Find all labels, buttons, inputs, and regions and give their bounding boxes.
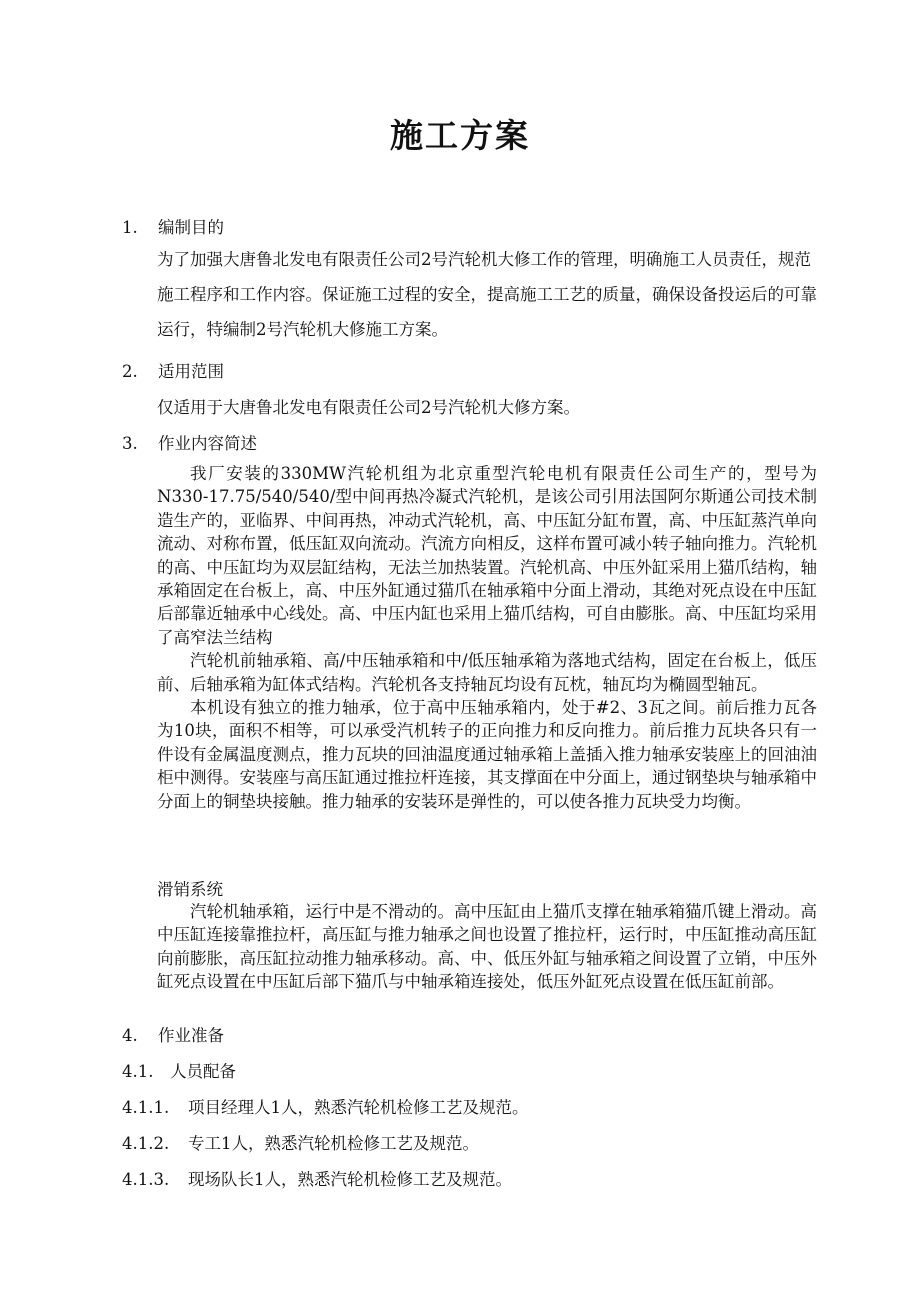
prep-item xyxy=(122,1094,529,1118)
section-number: 3. xyxy=(122,434,138,453)
item-text: 现场队长1人，熟悉汽轮机检修工艺及规范。 xyxy=(188,1170,512,1189)
item-number: 4.1.2. xyxy=(122,1134,170,1153)
content-paragraph: 汽轮机前轴承箱、高/中压轴承箱和中/低压轴承箱为落地式结构，固定在台板上，低压前、后轴承箱为缸体式结构。汽轮机各支持轴瓦均设有瓦枕，轴瓦均为椭圆型轴瓦。 xyxy=(157,651,817,694)
section-title: 编制目的 xyxy=(158,218,224,237)
section-title: 作业准备 xyxy=(158,1026,224,1045)
section-number: 4. xyxy=(122,1026,138,1045)
section-title: 作业内容简述 xyxy=(158,434,257,453)
prep-item xyxy=(122,1130,479,1154)
item-text: 人员配备 xyxy=(170,1062,236,1081)
section-heading xyxy=(122,1022,224,1046)
sliding-system-title: 滑销系统 xyxy=(157,880,223,899)
section-number: 2. xyxy=(122,362,138,381)
section-number: 1. xyxy=(122,218,138,237)
content-paragraph: 汽轮机轴承箱，运行中是不滑动的。高中压缸由上猫爪支撑在轴承箱猫爪键上滑动。高中压缸连接靠推拉杆，高压缸与推力轴承之间也设置了推拉杆，运行时，中压缸推动高压缸向前膨胀，高压缸拉动推力轴承移动。高、中、低压外缸与轴承箱之间设置了立销，中压外缸死点设置在中压缸后部下猫爪与中轴承箱连接处，低压外缸死点设置在低压缸前部。 xyxy=(157,902,817,992)
item-text: 项目经理人1人，熟悉汽轮机检修工艺及规范。 xyxy=(188,1098,529,1117)
content-paragraph: 我厂安装的330MW汽轮机组为北京重型汽轮电机有限责任公司生产的，型号为N330-17.75/540/540/型中间再热冷凝式汽轮机，是该公司引用法国阿尔斯通公司技术制造生产的，亚临界、中间再热，冲动式汽轮机，高、中压缸分缸布置，高、中压缸蒸汽单向流动、对称布置，低压缸双向流动。汽流方向相反，这样布置可减小转子轴向推力。汽轮机的高、中压缸均为双层缸结构，无法兰加热装置。汽轮机高、中压外缸采用上猫爪结构，轴承箱固定在台板上，高、中压外缸通过猫爪在轴承箱中分面上滑动，其绝对死点设在中压缸后部靠近轴承中心线处。高、中压内缸也采用上猫爪结构，可自由膨胀。高、中压缸均采用了高窄法兰结构 xyxy=(157,464,817,647)
prep-item xyxy=(122,1058,236,1082)
scope-paragraph: 仅适用于大唐鲁北发电有限责任公司2号汽轮机大修方案。 xyxy=(157,398,580,417)
content-paragraph: 本机设有独立的推力轴承，位于高中压轴承箱内，处于#2、3瓦之间。前后推力瓦各为10块，面积不相等，可以承受汽机转子的正向推力和反向推力。前后推力瓦块各只有一件设有金属温度测点，推力瓦块的回油温度通过轴承箱上盖插入推力轴承安装座上的回油油柜中测得。安装座与高压缸通过推拉杆连接，其支撑面在中分面上，通过钢垫块与轴承箱中分面上的铜垫块接触。推力轴承的安装环是弹性的，可以使各推力瓦块受力均衡。 xyxy=(157,698,817,811)
item-number: 4.1. xyxy=(122,1062,154,1081)
section-heading xyxy=(122,358,224,382)
item-text: 专工1人，熟悉汽轮机检修工艺及规范。 xyxy=(188,1134,479,1153)
sliding-system-text xyxy=(157,900,817,994)
purpose-paragraph: 为了加强大唐鲁北发电有限责任公司2号汽轮机大修工作的管理，明确施工人员责任，规范施工程序和工作内容。保证施工过程的安全，提高施工工艺的质量，确保设备投运后的可靠运行，特编制2号汽轮机大修施工方案。 xyxy=(157,250,817,339)
section-heading xyxy=(122,214,224,238)
item-number: 4.1.3. xyxy=(122,1170,170,1189)
section-heading xyxy=(122,430,257,454)
section-title: 适用范围 xyxy=(158,362,224,381)
prep-item xyxy=(122,1166,512,1190)
item-number: 4.1.1. xyxy=(122,1098,170,1117)
content-description xyxy=(157,462,817,813)
page-title: 施工方案 xyxy=(390,116,530,155)
